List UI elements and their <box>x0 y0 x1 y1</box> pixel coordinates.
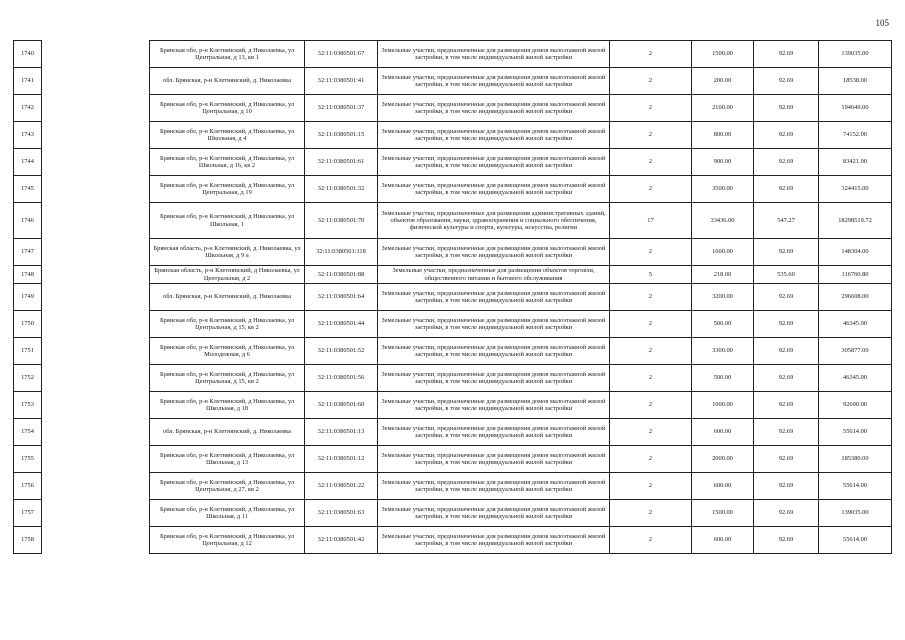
cadastral-value-cell: 305877.00 <box>819 338 892 365</box>
cadastral-rate-cell: 92.69 <box>754 500 819 527</box>
category-cell: 2 <box>610 176 692 203</box>
land-use-purpose-cell: Земельные участки, предназначенные для размещения домов малоэтажной жилой застройки, в том числе индивидуальной жилой застройки <box>378 239 610 266</box>
cadastral-rate-cell: 92.69 <box>754 419 819 446</box>
cadastral-number-cell: 32:11:0380501:118 <box>305 239 378 266</box>
address-cell: Брянская обл, р-н Клетнянский, д Николаевка, ул Центральная, д 19 <box>150 176 305 203</box>
table-row <box>14 500 892 527</box>
cadastral-number-cell: 32:11:0380501:67 <box>305 41 378 68</box>
land-use-purpose-cell: Земельные участки, предназначенные для размещения домов малоэтажной жилой застройки, в том числе индивидуальной жилой застройки <box>378 473 610 500</box>
category-cell: 2 <box>610 68 692 95</box>
cadastral-value-cell: 139035.00 <box>819 500 892 527</box>
cadastral-value-cell: 92690.00 <box>819 392 892 419</box>
cadastral-rate-cell: 92.69 <box>754 239 819 266</box>
blank-cell <box>42 68 150 95</box>
category-cell: 2 <box>610 500 692 527</box>
row-number-cell: 1751 <box>14 338 42 365</box>
table-row <box>14 527 892 554</box>
table-row <box>14 41 892 68</box>
blank-cell <box>42 473 150 500</box>
row-number-cell: 1748 <box>14 266 42 284</box>
land-use-purpose-cell: Земельные участки, предназначенные для размещения домов малоэтажной жилой застройки, в том числе индивидуальной жилой застройки <box>378 122 610 149</box>
cadastral-value-cell: 194649.00 <box>819 95 892 122</box>
row-number-cell: 1742 <box>14 95 42 122</box>
address-cell: Брянская область, р-н Клетнянский, д Николаевка, ул Центральная, д 2 <box>150 266 305 284</box>
cadastral-number-cell: 32:11:0380501:32 <box>305 176 378 203</box>
blank-cell <box>42 41 150 68</box>
table-row <box>14 473 892 500</box>
cadastral-number-cell: 32:11:0380501:12 <box>305 446 378 473</box>
cadastral-rate-cell: 535.60 <box>754 266 819 284</box>
category-cell: 2 <box>610 41 692 68</box>
table-row <box>14 311 892 338</box>
cadastral-rate-cell: 92.69 <box>754 122 819 149</box>
blank-cell <box>42 419 150 446</box>
cadastral-value-cell: 55614.00 <box>819 527 892 554</box>
table-row <box>14 446 892 473</box>
area-cell: 1500.00 <box>692 41 754 68</box>
land-use-purpose-cell: Земельные участки, предназначенные для размещения домов малоэтажной жилой застройки, в том числе индивидуальной жилой застройки <box>378 500 610 527</box>
row-number-cell: 1745 <box>14 176 42 203</box>
cadastral-number-cell: 32:11:0380501:88 <box>305 266 378 284</box>
category-cell: 2 <box>610 284 692 311</box>
address-cell: Брянская область, р-н Клетнянский, д. Николаевка, ул Школьная, д 9 а <box>150 239 305 266</box>
cadastral-number-cell: 32:11:0380501:42 <box>305 527 378 554</box>
blank-cell <box>42 95 150 122</box>
cadastral-rate-cell: 92.69 <box>754 95 819 122</box>
category-cell: 5 <box>610 266 692 284</box>
area-cell: 500.00 <box>692 311 754 338</box>
blank-cell <box>42 149 150 176</box>
category-cell: 2 <box>610 122 692 149</box>
address-cell: Брянская обл, р-н Клетнянский, д Николаевка, ул Центральная, д 12 <box>150 527 305 554</box>
blank-cell <box>42 176 150 203</box>
cadastral-number-cell: 32:11:0380501:44 <box>305 311 378 338</box>
cadastral-value-cell: 83421.00 <box>819 149 892 176</box>
row-number-cell: 1754 <box>14 419 42 446</box>
blank-cell <box>42 500 150 527</box>
land-use-purpose-cell: Земельные участки, предназначенные для размещения домов малоэтажной жилой застройки, в том числе индивидуальной жилой застройки <box>378 68 610 95</box>
blank-cell <box>42 527 150 554</box>
table-row <box>14 149 892 176</box>
category-cell: 2 <box>610 311 692 338</box>
blank-cell <box>42 446 150 473</box>
cadastral-rate-cell: 92.69 <box>754 527 819 554</box>
land-use-purpose-cell: Земельные участки, предназначенные для размещения домов малоэтажной жилой застройки, в том числе индивидуальной жилой застройки <box>378 95 610 122</box>
cadastral-value-cell: 18298519.72 <box>819 203 892 239</box>
row-number-cell: 1744 <box>14 149 42 176</box>
cadastral-rate-cell: 92.69 <box>754 68 819 95</box>
area-cell: 218.00 <box>692 266 754 284</box>
category-cell: 2 <box>610 239 692 266</box>
address-cell: обл. Брянская, р-н Клетнянский, д. Николаевка <box>150 284 305 311</box>
cadastral-rate-cell: 92.69 <box>754 149 819 176</box>
row-number-cell: 1749 <box>14 284 42 311</box>
cadastral-rate-cell: 92.69 <box>754 311 819 338</box>
table-row <box>14 266 892 284</box>
row-number-cell: 1758 <box>14 527 42 554</box>
row-number-cell: 1755 <box>14 446 42 473</box>
cadastral-number-cell: 32:11:0380501:41 <box>305 68 378 95</box>
table-row <box>14 95 892 122</box>
cadastral-value-cell: 139035.00 <box>819 41 892 68</box>
address-cell: Брянская обл, р-н Клетнянский, д Николаевка, ул Школьная, д 13 <box>150 446 305 473</box>
area-cell: 600.00 <box>692 527 754 554</box>
cadastral-rate-cell: 92.69 <box>754 284 819 311</box>
area-cell: 3200.00 <box>692 284 754 311</box>
land-use-purpose-cell: Земельные участки, предназначенные для размещения домов малоэтажной жилой застройки, в том числе индивидуальной жилой застройки <box>378 149 610 176</box>
area-cell: 900.00 <box>692 149 754 176</box>
area-cell: 3300.00 <box>692 338 754 365</box>
cadastral-value-cell: 296608.00 <box>819 284 892 311</box>
cadastral-value-cell: 18538.00 <box>819 68 892 95</box>
cadastral-rate-cell: 92.69 <box>754 446 819 473</box>
row-number-cell: 1740 <box>14 41 42 68</box>
row-number-cell: 1746 <box>14 203 42 239</box>
table-row <box>14 122 892 149</box>
area-cell: 2100.00 <box>692 95 754 122</box>
land-use-purpose-cell: Земельные участки, предназначенные для размещения домов малоэтажной жилой застройки, в том числе индивидуальной жилой застройки <box>378 284 610 311</box>
category-cell: 2 <box>610 419 692 446</box>
row-number-cell: 1752 <box>14 365 42 392</box>
land-plot-table <box>13 40 892 554</box>
cadastral-value-cell: 324415.00 <box>819 176 892 203</box>
address-cell: Брянская обл, р-н Клетнянский, д Николаевка, ул Школьная, д 18 <box>150 392 305 419</box>
land-use-purpose-cell: Земельные участки, предназначенные для размещения домов малоэтажной жилой застройки, в том числе индивидуальной жилой застройки <box>378 338 610 365</box>
cadastral-rate-cell: 92.69 <box>754 41 819 68</box>
table-row <box>14 338 892 365</box>
cadastral-value-cell: 46345.00 <box>819 311 892 338</box>
area-cell: 33436.00 <box>692 203 754 239</box>
category-cell: 2 <box>610 473 692 500</box>
cadastral-value-cell: 116760.80 <box>819 266 892 284</box>
area-cell: 1600.00 <box>692 239 754 266</box>
cadastral-value-cell: 185380.00 <box>819 446 892 473</box>
land-use-purpose-cell: Земельные участки, предназначенные для размещения домов малоэтажной жилой застройки, в том числе индивидуальной жилой застройки <box>378 176 610 203</box>
cadastral-rate-cell: 92.69 <box>754 473 819 500</box>
land-use-purpose-cell: Земельные участки, предназначенные для размещения объектов торговли, общественного питания и бытового обслуживания <box>378 266 610 284</box>
cadastral-rate-cell: 547.27 <box>754 203 819 239</box>
cadastral-number-cell: 32:11:0380501:22 <box>305 473 378 500</box>
address-cell: обл. Брянская, р-н Клетнянский, д. Николаевка <box>150 68 305 95</box>
area-cell: 500.00 <box>692 365 754 392</box>
blank-cell <box>42 365 150 392</box>
page-number: 105 <box>875 18 889 28</box>
blank-cell <box>42 311 150 338</box>
blank-cell <box>42 203 150 239</box>
table-row <box>14 68 892 95</box>
area-cell: 3500.00 <box>692 176 754 203</box>
land-use-purpose-cell: Земельные участки, предназначенные для размещения домов малоэтажной жилой застройки, в том числе индивидуальной жилой застройки <box>378 365 610 392</box>
land-use-purpose-cell: Земельные участки, предназначенные для размещения домов малоэтажной жилой застройки, в том числе индивидуальной жилой застройки <box>378 41 610 68</box>
address-cell: Брянская обл, р-н Клетнянский, д Николаевка, ул Школьная, д 16, кв 2 <box>150 149 305 176</box>
category-cell: 2 <box>610 392 692 419</box>
address-cell: Брянская обл, р-н Клетнянский, д Николаевка, ул Центральная, д 10 <box>150 95 305 122</box>
area-cell: 800.00 <box>692 122 754 149</box>
address-cell: обл. Брянская, р-н Клетнянский, д. Николаевка <box>150 419 305 446</box>
table-row <box>14 239 892 266</box>
area-cell: 600.00 <box>692 473 754 500</box>
table-row <box>14 284 892 311</box>
area-cell: 200.00 <box>692 68 754 95</box>
address-cell: Брянская обл, р-н Клетнянский, д Николаевка, ул Центральная, д 27, кв 2 <box>150 473 305 500</box>
category-cell: 2 <box>610 149 692 176</box>
cadastral-number-cell: 32:11:0380501:13 <box>305 419 378 446</box>
cadastral-value-cell: 55614.00 <box>819 473 892 500</box>
area-cell: 1000.00 <box>692 392 754 419</box>
blank-cell <box>42 266 150 284</box>
land-use-purpose-cell: Земельные участки, предназначенные для размещения домов малоэтажной жилой застройки, в том числе индивидуальной жилой застройки <box>378 419 610 446</box>
blank-cell <box>42 338 150 365</box>
area-cell: 2000.00 <box>692 446 754 473</box>
land-use-purpose-cell: Земельные участки, предназначенные для размещения административных зданий, объектов образования, науки, здравоохранения и социального обеспечения, физической культуры и спорта, культуры, искусства, религии <box>378 203 610 239</box>
cadastral-value-cell: 148304.00 <box>819 239 892 266</box>
row-number-cell: 1756 <box>14 473 42 500</box>
category-cell: 2 <box>610 527 692 554</box>
cadastral-rate-cell: 92.69 <box>754 176 819 203</box>
category-cell: 2 <box>610 95 692 122</box>
category-cell: 2 <box>610 365 692 392</box>
cadastral-number-cell: 32:11:0380501:70 <box>305 203 378 239</box>
address-cell: Брянская обл, р-н Клетнянский, д Николаевка, ул Молодежная, д 6 <box>150 338 305 365</box>
cadastral-value-cell: 74152.00 <box>819 122 892 149</box>
row-number-cell: 1747 <box>14 239 42 266</box>
address-cell: Брянская обл, р-н Клетнянский, д Николаевка, ул Школьная, 1 <box>150 203 305 239</box>
cadastral-number-cell: 32:11:0380501:63 <box>305 500 378 527</box>
table-row <box>14 365 892 392</box>
table-row <box>14 176 892 203</box>
cadastral-rate-cell: 92.69 <box>754 392 819 419</box>
land-use-purpose-cell: Земельные участки, предназначенные для размещения домов малоэтажной жилой застройки, в том числе индивидуальной жилой застройки <box>378 311 610 338</box>
cadastral-value-cell: 55614.00 <box>819 419 892 446</box>
table-row <box>14 203 892 239</box>
row-number-cell: 1743 <box>14 122 42 149</box>
blank-cell <box>42 284 150 311</box>
blank-cell <box>42 122 150 149</box>
row-number-cell: 1757 <box>14 500 42 527</box>
land-use-purpose-cell: Земельные участки, предназначенные для размещения домов малоэтажной жилой застройки, в том числе индивидуальной жилой застройки <box>378 446 610 473</box>
row-number-cell: 1741 <box>14 68 42 95</box>
cadastral-number-cell: 32:11:0380501:64 <box>305 284 378 311</box>
cadastral-number-cell: 32:11:0380501:37 <box>305 95 378 122</box>
category-cell: 17 <box>610 203 692 239</box>
table-body <box>14 41 892 554</box>
address-cell: Брянская обл, р-н Клетнянский, д Николаевка, ул Школьная, д 11 <box>150 500 305 527</box>
address-cell: Брянская обл, р-н Клетнянский, д Николаевка, ул Центральная, д 13, кв 1 <box>150 41 305 68</box>
land-use-purpose-cell: Земельные участки, предназначенные для размещения домов малоэтажной жилой застройки, в том числе индивидуальной жилой застройки <box>378 392 610 419</box>
cadastral-number-cell: 32:11:0380501:56 <box>305 365 378 392</box>
cadastral-number-cell: 32:11:0380501:61 <box>305 149 378 176</box>
address-cell: Брянская обл, р-н Клетнянский, д Николаевка, ул Центральная, д 15, кв 2 <box>150 365 305 392</box>
row-number-cell: 1750 <box>14 311 42 338</box>
cadastral-rate-cell: 92.69 <box>754 365 819 392</box>
blank-cell <box>42 239 150 266</box>
land-use-purpose-cell: Земельные участки, предназначенные для размещения домов малоэтажной жилой застройки, в том числе индивидуальной жилой застройки <box>378 527 610 554</box>
blank-cell <box>42 392 150 419</box>
address-cell: Брянская обл, р-н Клетнянский, д Николаевка, ул Центральная, д 15, кв 2 <box>150 311 305 338</box>
table-row <box>14 392 892 419</box>
cadastral-value-cell: 46345.00 <box>819 365 892 392</box>
table-row <box>14 419 892 446</box>
category-cell: 2 <box>610 446 692 473</box>
area-cell: 1500.00 <box>692 500 754 527</box>
category-cell: 2 <box>610 338 692 365</box>
cadastral-number-cell: 32:11:0380501:52 <box>305 338 378 365</box>
row-number-cell: 1753 <box>14 392 42 419</box>
address-cell: Брянская обл, р-н Клетнянский, д Николаевка, ул Школьная, д 4 <box>150 122 305 149</box>
cadastral-number-cell: 32:11:0380501:15 <box>305 122 378 149</box>
cadastral-number-cell: 32:11:0380501:60 <box>305 392 378 419</box>
cadastral-rate-cell: 92.69 <box>754 338 819 365</box>
area-cell: 600.00 <box>692 419 754 446</box>
